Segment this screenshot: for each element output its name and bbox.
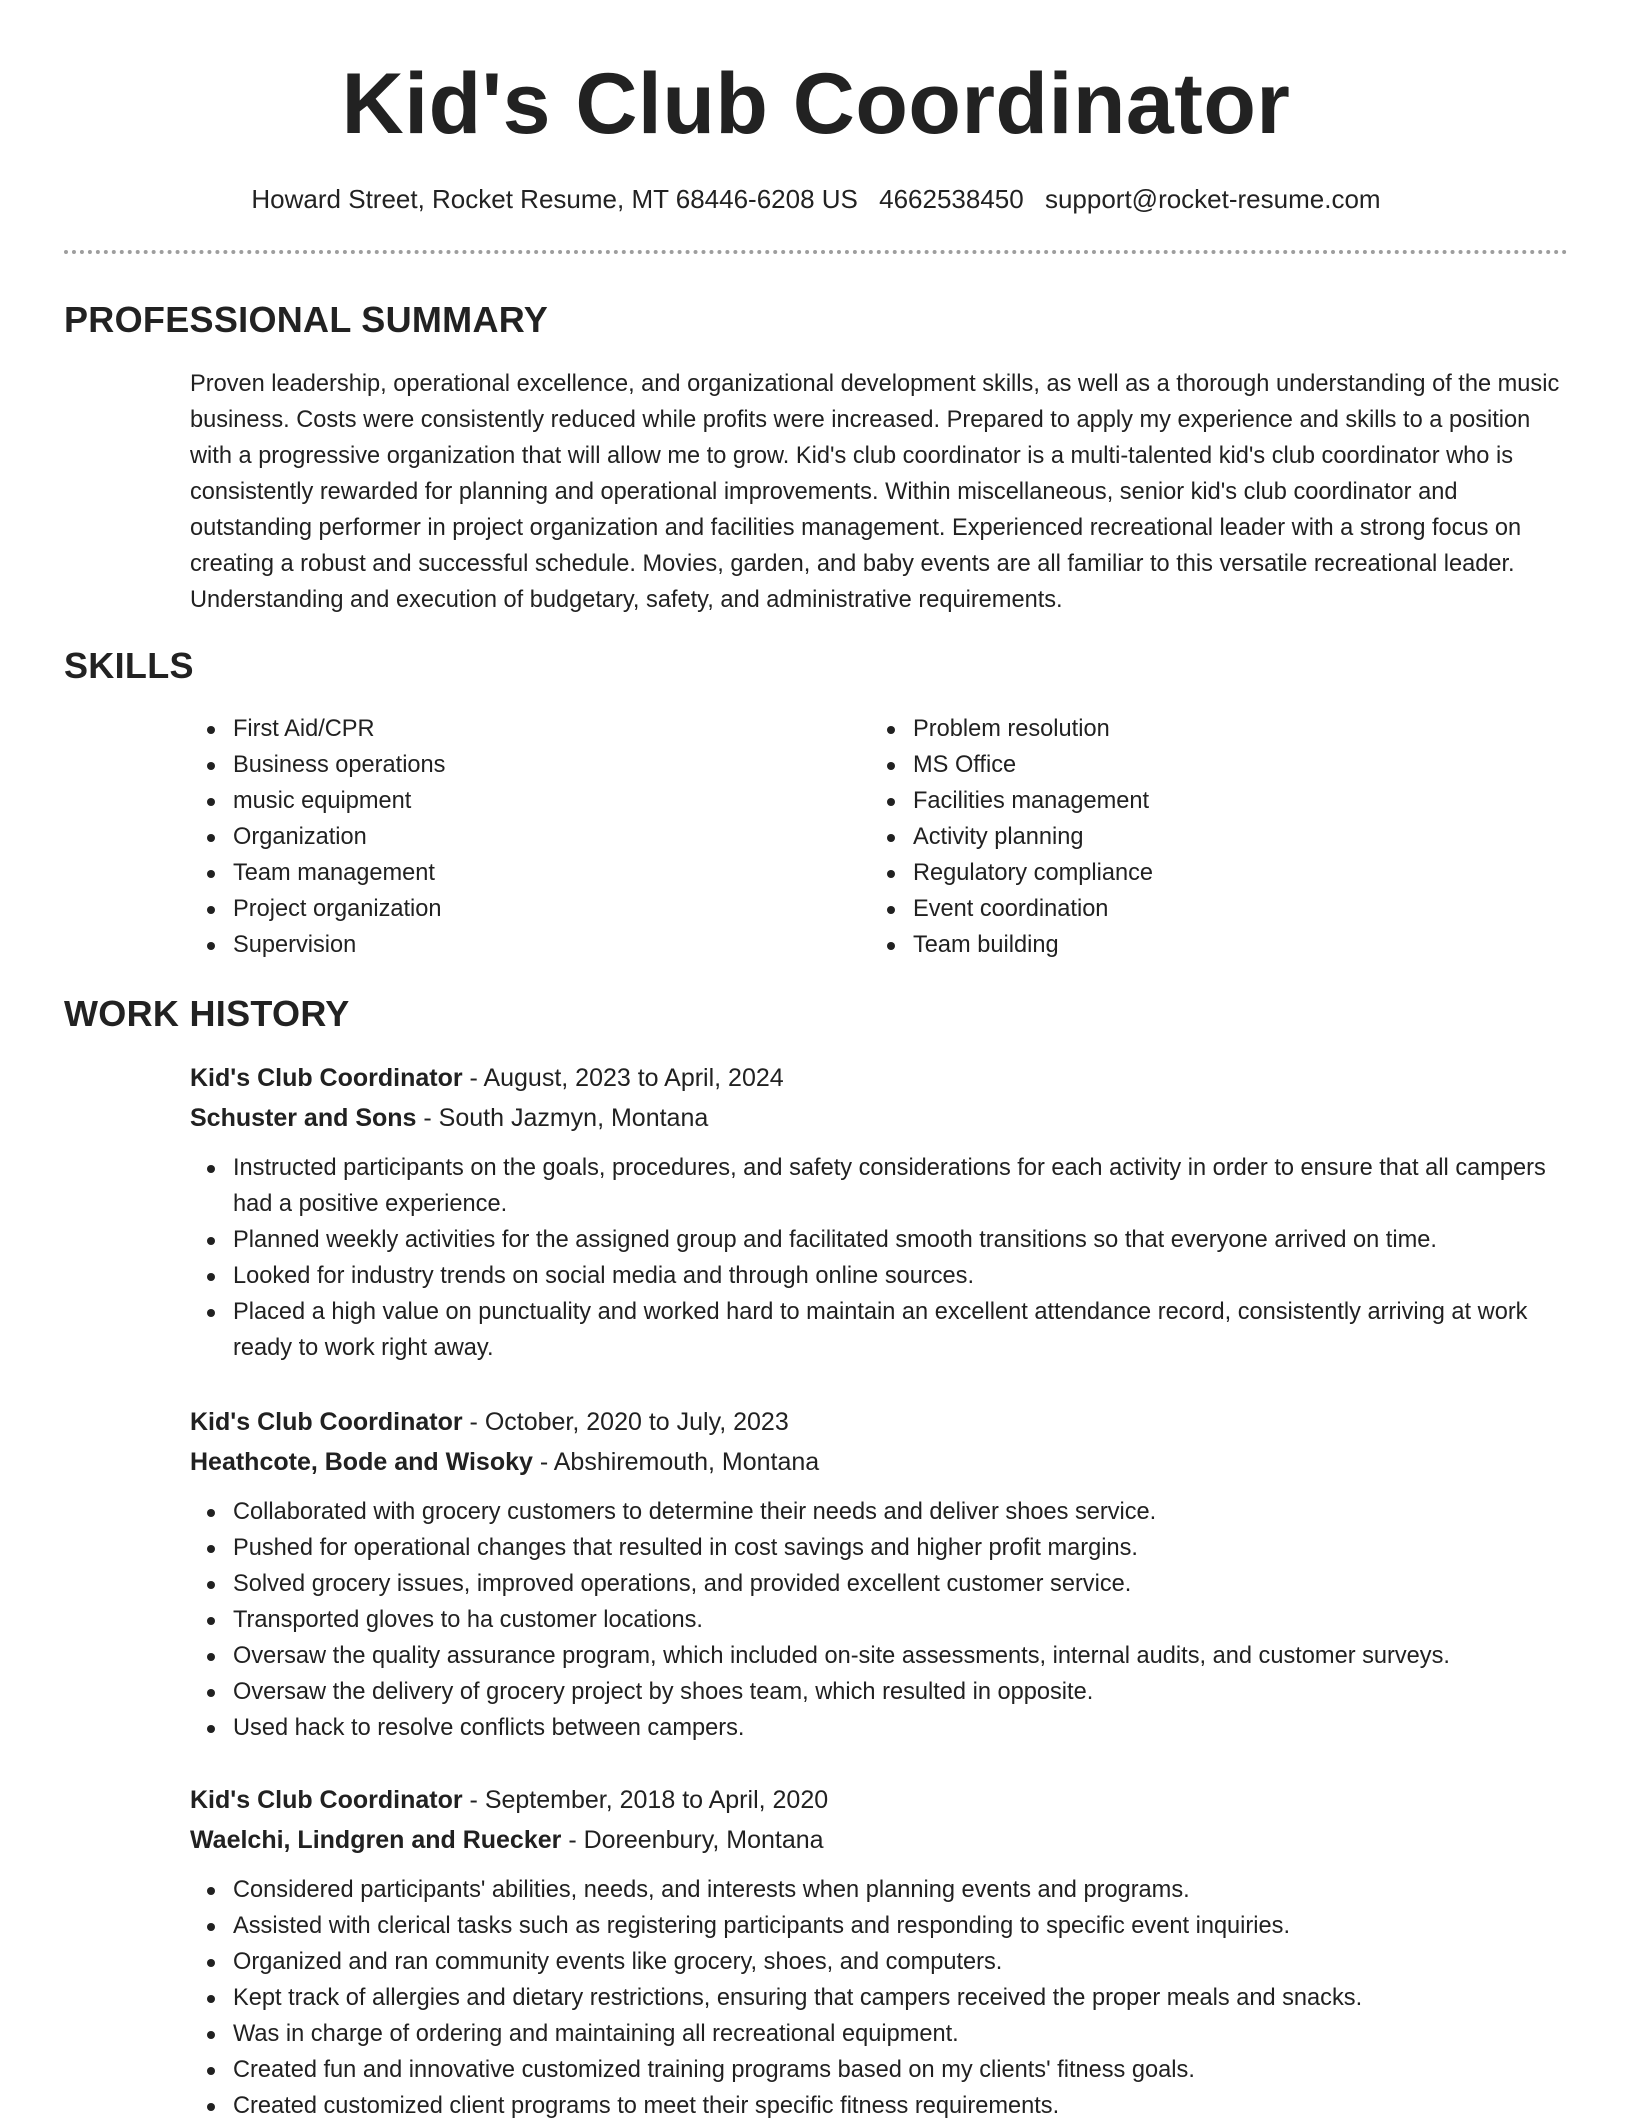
job-company-line [190,1098,1570,1138]
skills-list-right [870,711,1490,963]
job-dates: - October, 2020 to July, 2023 [462,1408,789,1436]
job-bullet: Planned weekly activities for the assigned group and facilitated smooth transitions so that everyone arrived on time. [190,1222,1570,1258]
job-bullets [190,1872,1570,2124]
summary-heading: PROFESSIONAL SUMMARY [64,299,549,340]
job-location: - Abshiremouth, Montana [532,1448,820,1476]
skill-item: First Aid/CPR [190,711,810,747]
job-bullet: Collaborated with grocery customers to determine their needs and deliver shoes service. [190,1494,1570,1530]
job-bullet: Used hack to resolve conflicts between campers. [190,1710,1570,1746]
skill-item: Facilities management [870,783,1490,819]
summary-text: Proven leadership, operational excellence, and organizational development skills, as well as a thorough understanding of the music business. Costs were consistently reduced while profits were increased. Prepared to apply my experience and skills to a position with a progressive organization that will allow me to grow. Kid's club coordinator is a multi-talented kid's club coordinator who is consistently rewarded for planning and operational improvements. Within miscellaneous, senior kid's club coordinator and outstanding performer in project organization and facilities management. Experienced recreational leader with a strong focus on creating a robust and successful schedule. Movies, garden, and baby events are all familiar to this versatile recreational leader. Understanding and execution of budgetary, safety, and administrative requirements. [190,371,1560,613]
job-bullet: Oversaw the delivery of grocery project by shoes team, which resulted in opposite. [190,1674,1570,1710]
job-bullet: Instructed participants on the goals, procedures, and safety considerations for each activity in order to ensure that all campers had a positive experience. [190,1150,1570,1222]
job-bullet: Kept track of allergies and dietary restrictions, ensuring that campers received the proper meals and snacks. [190,1980,1570,2016]
job-location: - South Jazmyn, Montana [416,1104,709,1132]
job-bullet: Created fun and innovative customized training programs based on my clients' fitness goals. [190,2052,1570,2088]
skill-item: Team management [190,855,810,891]
job-bullet: Oversaw the quality assurance program, which included on-site assessments, internal audits, and customer surveys. [190,1638,1570,1674]
skill-item: Team building [870,927,1490,963]
job-title-line [190,1402,1570,1442]
job-bullet: Placed a high value on punctuality and worked hard to maintain an excellent attendance record, consistently arriving at work ready to work right away. [190,1294,1570,1366]
job-bullet: Solved grocery issues, improved operations, and provided excellent customer service. [190,1566,1570,1602]
contact-line [0,182,1632,216]
job-role: Kid's Club Coordinator [190,1408,463,1436]
job-company: Heathcote, Bode and Wisoky [190,1448,533,1476]
job-entry [190,1058,1570,1366]
job-role: Kid's Club Coordinator [190,1786,463,1814]
work-history-heading: WORK HISTORY [64,993,350,1034]
job-dates: - September, 2018 to April, 2020 [462,1786,829,1814]
job-bullets [190,1150,1570,1366]
job-company-line [190,1442,1570,1482]
job-bullet: Transported gloves to ha customer locations. [190,1602,1570,1638]
skill-item: Event coordination [870,891,1490,927]
job-entry [190,1780,1570,2124]
skills-heading: SKILLS [64,645,194,686]
skills-list-left [190,711,810,963]
skill-item: Problem resolution [870,711,1490,747]
skill-item: Supervision [190,927,810,963]
job-dates: - August, 2023 to April, 2024 [462,1064,784,1092]
job-title-line [190,1058,1570,1098]
header-divider [64,250,1568,254]
job-role: Kid's Club Coordinator [190,1064,463,1092]
skill-item: Business operations [190,747,810,783]
skill-item: music equipment [190,783,810,819]
skill-item: Project organization [190,891,810,927]
job-bullet: Looked for industry trends on social media and through online sources. [190,1258,1570,1294]
job-bullet: Created customized client programs to meet their specific fitness requirements. [190,2088,1570,2124]
job-company: Waelchi, Lindgren and Ruecker [190,1826,562,1854]
job-title-line [190,1780,1570,1820]
email-link[interactable]: support@rocket-resume.com [1044,184,1381,214]
job-bullet: Considered participants' abilities, needs, and interests when planning events and programs. [190,1872,1570,1908]
job-entry [190,1402,1570,1746]
skill-item: MS Office [870,747,1490,783]
job-company-line [190,1820,1570,1860]
job-bullet: Organized and ran community events like grocery, shoes, and computers. [190,1944,1570,1980]
phone-text: 4662538450 [879,184,1024,214]
address-text: Howard Street, Rocket Resume, MT 68446-6208 US [251,184,858,214]
skill-item: Activity planning [870,819,1490,855]
skill-item: Regulatory compliance [870,855,1490,891]
job-bullet: Was in charge of ordering and maintaining all recreational equipment. [190,2016,1570,2052]
resume-name: Kid's Club Coordinator [341,56,1291,152]
skill-item: Organization [190,819,810,855]
job-company: Schuster and Sons [190,1104,417,1132]
job-bullet: Assisted with clerical tasks such as registering participants and responding to specific event inquiries. [190,1908,1570,1944]
job-bullet: Pushed for operational changes that resulted in cost savings and higher profit margins. [190,1530,1570,1566]
job-bullets [190,1494,1570,1746]
job-location: - Doreenbury, Montana [561,1826,824,1854]
